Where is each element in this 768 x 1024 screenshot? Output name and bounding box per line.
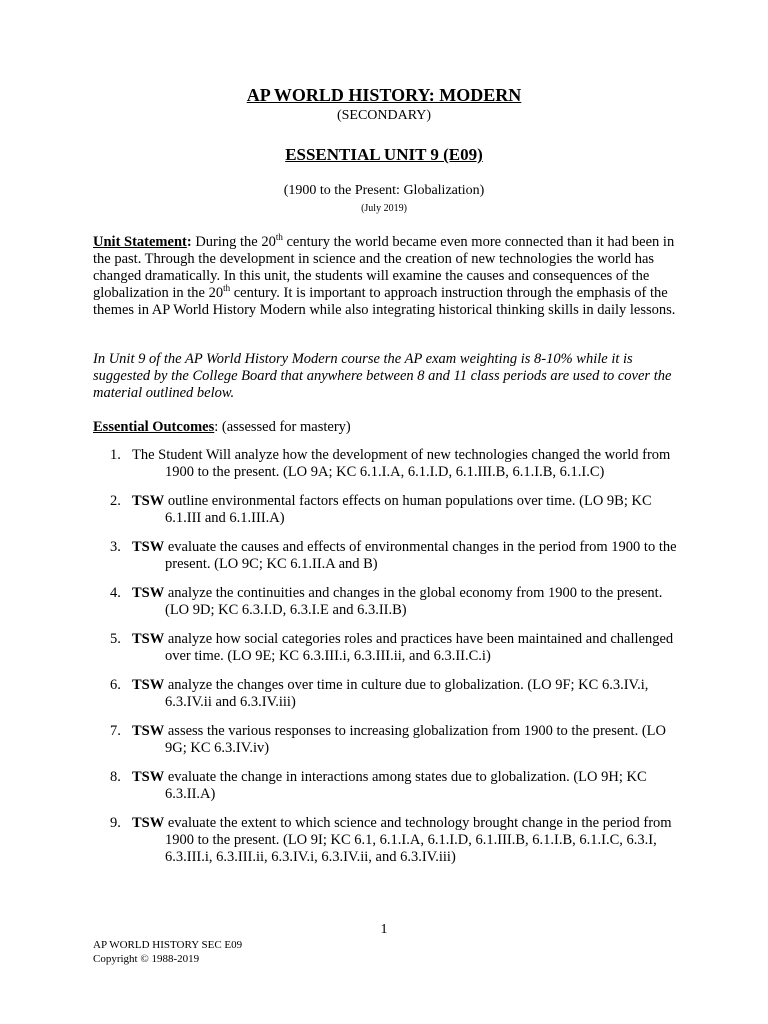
- document-title: AP WORLD HISTORY: MODERN: [246, 85, 522, 105]
- outcome-lead: TSW: [132, 723, 165, 739]
- essential-outcomes-qualifier: : (assessed for mastery): [214, 419, 351, 435]
- footer-copyright: Copyright © 1988-2019: [93, 953, 200, 965]
- outcome-item: [110, 493, 680, 527]
- unit-statement: [93, 234, 678, 319]
- outcome-text: analyze the changes over time in culture due to globalization. (LO 9F; KC 6.3.IV.i, 6.3.IV.ii and 6.3.IV.iii): [164, 677, 649, 710]
- outcome-text: evaluate the causes and effects of environmental changes in the period from 1900 to the present. (LO 9C; KC 6.1.II.A and B): [164, 539, 677, 572]
- outcome-lead: TSW: [132, 631, 165, 647]
- essential-outcomes-heading: [93, 419, 678, 436]
- outcome-item: [110, 447, 680, 481]
- outcome-lead: TSW: [132, 585, 165, 601]
- exam-weighting-note: In Unit 9 of the AP World History Modern course the AP exam weighting is 8-10% while it is suggested by the College Board that anywhere between 8 and 11 class periods are used to cover the material outlined below.: [93, 351, 672, 401]
- unit-statement-text-1: During the 20: [191, 234, 276, 250]
- outcome-lead: TSW: [132, 677, 165, 693]
- superscript-th-2: th: [223, 283, 231, 294]
- outcome-number: 4.: [110, 585, 121, 601]
- essential-outcomes-list: [110, 447, 680, 878]
- footer-course-code: AP WORLD HISTORY SEC E09: [93, 939, 243, 951]
- document-subtitle: (SECONDARY): [336, 108, 432, 123]
- unit-title: ESSENTIAL UNIT 9 (E09): [285, 145, 483, 164]
- outcome-text: The Student Will analyze how the development of new technologies changed the world from 1900 to the present. (LO 9A; KC 6.1.I.A, 6.1.I.D, 6.1.III.B, 6.1.I.B, 6.1.I.C): [132, 447, 671, 480]
- outcome-number: 7.: [110, 723, 121, 739]
- outcome-text: analyze the continuities and changes in the global economy from 1900 to the present. (LO 9D; KC 6.3.I.D, 6.3.I.E and 6.3.II.B): [164, 585, 663, 618]
- outcome-lead: TSW: [132, 769, 165, 785]
- outcome-number: 8.: [110, 769, 121, 785]
- outcome-lead: TSW: [132, 539, 165, 555]
- outcome-number: 1.: [110, 447, 121, 463]
- outcome-number: 3.: [110, 539, 121, 555]
- unit-statement-text-3: century. It is important to approach instruction through the emphasis of the themes in AP World History Modern while also integrating historical thinking skills in daily lessons.: [93, 285, 676, 318]
- outcome-text: evaluate the extent to which science and technology brought change in the period from 1900 to the present. (LO 9I; KC 6.1, 6.1.I.A, 6.1.I.D, 6.1.III.B, 6.1.I.B, 6.1.I.C, 6.3.I, 6.3.III.i, 6.3.III.ii, 6.3.IV.i, 6.3.IV.ii, and 6.3.IV.iii): [164, 815, 672, 865]
- outcome-number: 2.: [110, 493, 121, 509]
- outcome-item: [110, 815, 680, 866]
- outcome-lead: TSW: [132, 815, 165, 831]
- outcome-item: [110, 677, 680, 711]
- outcome-item: [110, 769, 680, 803]
- unit-date-range: (1900 to the Present: Globalization): [283, 183, 485, 198]
- outcome-number: 9.: [110, 815, 121, 831]
- page-footer: [93, 938, 242, 966]
- outcome-number: 6.: [110, 677, 121, 693]
- page-number: 1: [380, 922, 388, 937]
- essential-outcomes-label: Essential Outcomes: [93, 419, 215, 435]
- unit-statement-colon: :: [186, 234, 192, 250]
- outcome-text: analyze how social categories roles and practices have been maintained and challenged over time. (LO 9E; KC 6.3.III.i, 6.3.III.ii, and 6.3.II.C.i): [164, 631, 674, 664]
- outcome-item: [110, 539, 680, 573]
- outcome-lead: TSW: [132, 493, 165, 509]
- outcome-number: 5.: [110, 631, 121, 647]
- outcome-text: evaluate the change in interactions among states due to globalization. (LO 9H; KC 6.3.II.A): [164, 769, 647, 802]
- unit-statement-text-2: century the world became even more connected than it had been in the past. Through the development in science and the creation of new technologies the world has changed dramatically. In this unit, the students will examine the causes and consequences of the globalization in the 20: [93, 234, 675, 301]
- outcome-text: outline environmental factors effects on human populations over time. (LO 9B; KC 6.1.III and 6.1.III.A): [164, 493, 652, 526]
- outcome-item: [110, 723, 680, 757]
- outcome-item: [110, 631, 680, 665]
- outcome-item: [110, 585, 680, 619]
- revision-date: (July 2019): [361, 203, 407, 214]
- outcome-text: assess the various responses to increasing globalization from 1900 to the present. (LO 9G; KC 6.3.IV.iv): [164, 723, 666, 756]
- superscript-th-1: th: [275, 232, 283, 243]
- unit-statement-label: Unit Statement: [93, 234, 187, 250]
